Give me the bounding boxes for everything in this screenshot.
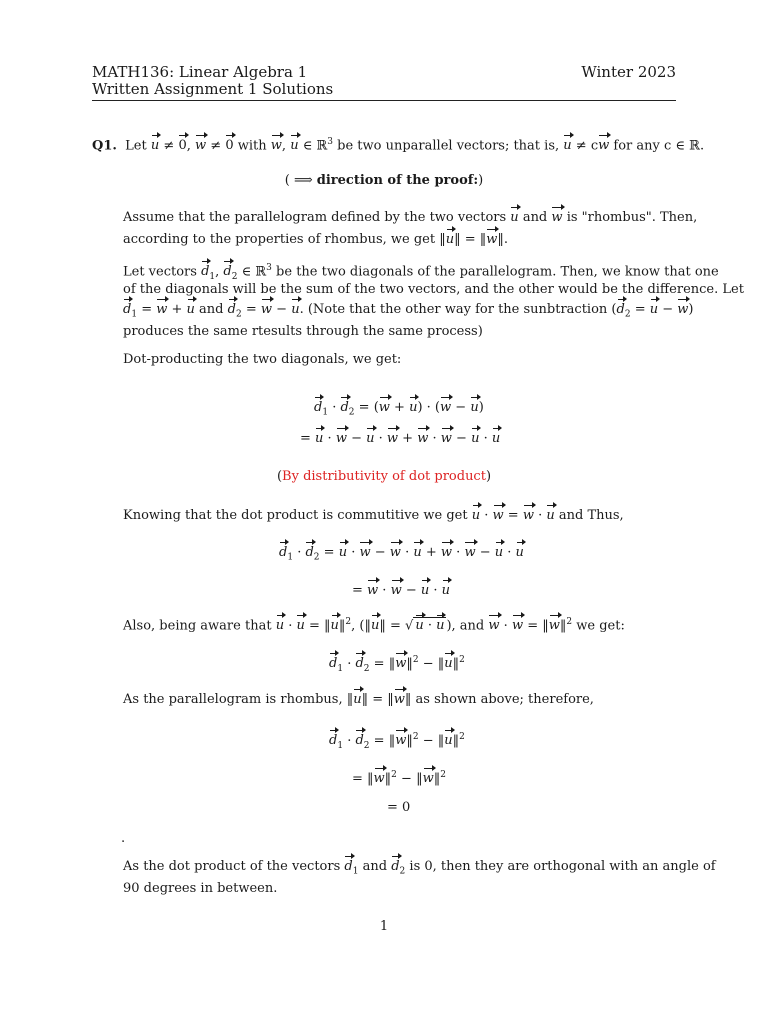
text: of the diagonals will be the sum of the two vectors, and the other would be the difference. Let xyxy=(123,282,744,297)
para6: As the parallelogram is rhombus, ‖u‖ = ‖w‖ as shown above; therefore, xyxy=(123,689,594,710)
stray-dot: . xyxy=(121,831,126,846)
text: 90 degrees in between. xyxy=(123,881,278,896)
text: Knowing that the dot product is commutitive we get xyxy=(123,508,468,523)
equation-4c xyxy=(387,797,410,818)
direction-label: direction of the proof: xyxy=(316,173,479,188)
text: ‖ as shown above; therefore, xyxy=(404,692,594,707)
header-row-2 xyxy=(92,80,676,100)
text: (Note that the other way for the sunbtraction ( xyxy=(307,302,617,317)
para4: Knowing that the dot product is commutitive we get u · w = w · u and Thus, xyxy=(123,505,624,526)
text: we get: xyxy=(576,618,625,634)
q1-text: for any c ∈ ℝ. xyxy=(613,138,705,154)
direction-heading xyxy=(0,170,768,191)
equation-1a: $d_1 \cdot d_2 = (w + u) \cdot (w - u)$ xyxy=(314,397,484,424)
direction-close: ) xyxy=(478,173,484,188)
text: ‖. xyxy=(497,232,509,247)
q1-text: Let xyxy=(125,138,147,154)
text: produces the same rtesults through the same process) xyxy=(123,324,483,339)
assignment-title: Written Assignment 1 Solutions xyxy=(92,80,334,98)
q1-statement: Q1. Let u ≠ 0, w ≠ 0 with w, u ∈ ℝ$^3$ be two unparallel vectors; that is, u ≠ cw for any c ∈ ℝ. xyxy=(92,137,705,154)
equation-1b: = u · w − u · w + w · w − u · u xyxy=(300,428,500,449)
term: Winter 2023 xyxy=(581,63,676,81)
course-title: MATH136: Linear Algebra 1 xyxy=(92,63,308,81)
text: is "rhombus". Then, xyxy=(566,210,698,225)
text: ) xyxy=(688,302,694,317)
zero-vector: 0 xyxy=(225,135,233,152)
text: and Thus, xyxy=(558,508,624,523)
q1-text: 3 xyxy=(327,137,334,147)
para7-line1: As the dot product of the vectors $d_1$ and $d_2$ is 0, then they are orthogonal with an angle of xyxy=(123,856,716,883)
para2-line1: Let vectors $d_1$, $d_2$ ∈ ℝ$^3$ be the two diagonals of the parallelogram. Then, we know that one xyxy=(123,263,719,282)
para1-line2: according to the properties of rhombus, we get ‖u‖ = ‖w‖. xyxy=(123,229,508,250)
annotation-text: By distributivity of dot product xyxy=(282,469,486,484)
q1-text: ∈ ℝ xyxy=(302,138,328,154)
para2-line3: $d_1 = w + u$ and $d_2 = w - u$. (Note that the other way for the sunbtraction $(d_2 = u - w)$ xyxy=(123,299,694,326)
q1-text: ≠ c xyxy=(575,138,599,154)
para2-line4 xyxy=(123,321,483,342)
q1-text: with xyxy=(237,138,267,154)
text: = 0 xyxy=(387,800,411,815)
equation-1-annotation: (By distributivity of dot product) xyxy=(276,469,492,484)
para7-line2 xyxy=(123,878,277,899)
text: according to the properties of rhombus, we get ‖ xyxy=(123,232,446,247)
equation-4a: $d_1 \cdot d_2$ = ‖w‖$^2$ − ‖u‖$^2$ xyxy=(329,732,465,751)
q1-text: , xyxy=(186,138,191,154)
para1-line1: Assume that the parallelogram defined by the two vectors u and w is "rhombus". Then, xyxy=(123,207,697,228)
text: Also, being aware that xyxy=(123,618,272,634)
text: be the two diagonals of the parallelogram. Then, we know that one xyxy=(276,264,719,280)
text: As the dot product of the vectors xyxy=(123,859,341,874)
text: Dot-producting the two diagonals, we get: xyxy=(123,352,402,367)
q1-text: be two unparallel vectors; that is, xyxy=(337,138,560,154)
zero-vector: 0 xyxy=(178,135,186,152)
text: ‖ = ‖ xyxy=(361,692,394,707)
q1-text: , xyxy=(281,138,287,154)
text: is 0, then they are orthogonal with an angle of xyxy=(409,859,716,874)
equation-2a: $d_1 \cdot d_2 = u \cdot w - w \cdot u + w \cdot w - u \cdot u$ xyxy=(279,542,524,569)
text: ‖ = ‖ xyxy=(454,232,487,247)
para2-line2 xyxy=(123,279,744,300)
direction-open: ( ⟹ xyxy=(284,173,313,188)
para5: Also, being aware that u · u = ‖u‖$^2$, (‖u‖ = √ u · u ), and w · w = ‖w‖$^2$ we get: xyxy=(123,617,625,634)
text: Assume that the parallelogram defined by the two vectors xyxy=(123,210,507,225)
text: and xyxy=(522,210,548,225)
para3 xyxy=(123,349,401,370)
text: and xyxy=(362,859,388,874)
equation-3: $d_1 \cdot d_2$ = ‖w‖$^2$ − ‖u‖$^2$ xyxy=(329,655,465,674)
text: ∈ ℝ xyxy=(241,264,267,280)
q1-text: ≠ xyxy=(163,138,175,154)
equation-2b: = w · w − u · u xyxy=(352,580,450,601)
page-number: 1 xyxy=(379,919,389,934)
header-rule xyxy=(92,100,676,101)
q1-text: ≠ xyxy=(210,138,222,154)
text: As the parallelogram is rhombus, ‖ xyxy=(123,692,354,707)
equation-4b: = ‖w‖$^2$ − ‖w‖$^2$ xyxy=(352,770,446,787)
q1-label: Q1. xyxy=(92,138,117,154)
text: Let vectors xyxy=(123,264,197,280)
